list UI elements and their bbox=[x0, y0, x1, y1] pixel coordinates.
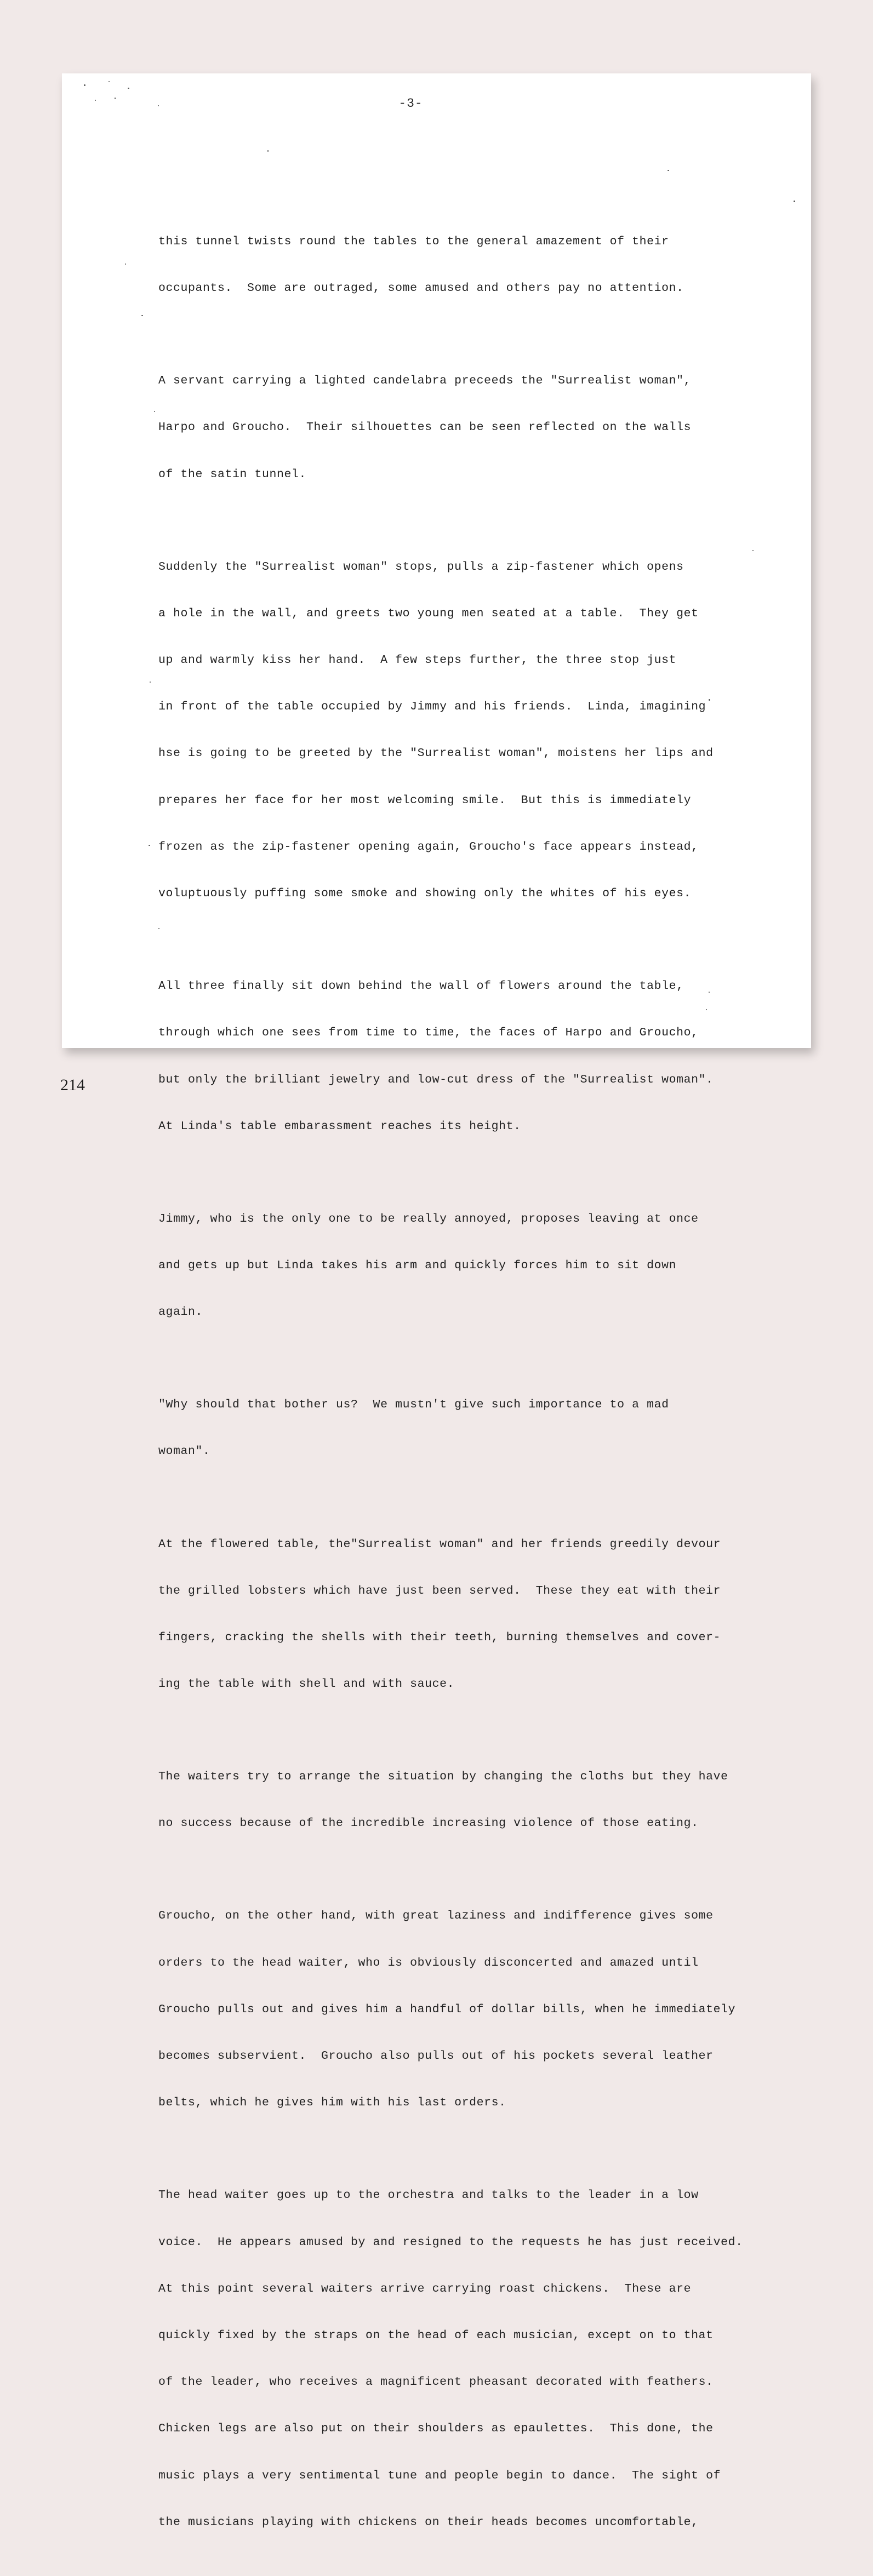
text-line: At the flowered table, the"Surrealist woman" and her friends greedily devour bbox=[158, 1537, 721, 1551]
text-line: this tunnel twists round the tables to the general amazement of their bbox=[158, 234, 669, 248]
paragraph bbox=[158, 1738, 783, 1862]
scan-speck bbox=[141, 315, 143, 316]
text-line: of the leader, who receives a magnificent pheasant decorated with feathers. bbox=[158, 2375, 714, 2389]
text-line: hse is going to be greeted by the "Surrealist woman", moistens her lips and bbox=[158, 747, 714, 760]
paragraph bbox=[158, 342, 783, 513]
paragraph bbox=[158, 947, 783, 1165]
text-line: in front of the table occupied by Jimmy and his friends. Linda, imagining bbox=[158, 700, 706, 714]
text-line: Jimmy, who is the only one to be really annoyed, proposes leaving at once bbox=[158, 1212, 699, 1226]
paragraph bbox=[158, 1366, 783, 1490]
text-line: fingers, cracking the shells with their teeth, burning themselves and cover- bbox=[158, 1630, 721, 1644]
scan-speck bbox=[667, 170, 669, 171]
text-line: becomes subservient. Groucho also pulls out of his pockets several leather bbox=[158, 2050, 714, 2063]
text-line: prepares her face for her most welcoming smile. But this is immediately bbox=[158, 793, 692, 807]
scan-speck bbox=[125, 264, 126, 265]
text-line: up and warmly kiss her hand. A few steps further, the three stop just bbox=[158, 653, 677, 667]
text-line: woman". bbox=[158, 1445, 210, 1458]
text-line: Chicken legs are also put on their shoulders as epaulettes. This done, the bbox=[158, 2422, 714, 2436]
text-line: of the satin tunnel. bbox=[158, 467, 307, 481]
text-line: Harpo and Groucho. Their silhouettes can be seen reflected on the walls bbox=[158, 421, 692, 434]
text-line: music plays a very sentimental tune and people begin to dance. The sight of bbox=[158, 2469, 721, 2482]
paragraph bbox=[158, 1505, 783, 1724]
text-line: quickly fixed by the straps on the head of each musician, except on to that bbox=[158, 2329, 714, 2342]
text-line: ing the table with shell and with sauce. bbox=[158, 1678, 455, 1691]
paragraph bbox=[158, 2157, 783, 2562]
scan-speck bbox=[109, 81, 110, 82]
text-line: belts, which he gives him with his last orders. bbox=[158, 2096, 506, 2110]
paragraph bbox=[158, 203, 783, 327]
text-line: and gets up but Linda takes his arm and quickly forces him to sit down bbox=[158, 1259, 677, 1272]
text-line: voluptuously puffing some smoke and showing only the whites of his eyes. bbox=[158, 887, 692, 901]
text-line: A servant carrying a lighted candelabra preceeds the "Surrealist woman", bbox=[158, 374, 692, 388]
text-line: Suddenly the "Surrealist woman" stops, pulls a zip-fastener which opens bbox=[158, 560, 684, 574]
text-line: voice. He appears amused by and resigned to the requests he has just received. bbox=[158, 2235, 743, 2249]
text-line: orders to the head waiter, who is obviously disconcerted and amazed until bbox=[158, 1956, 699, 1970]
text-line: The waiters try to arrange the situation by changing the cloths but they have bbox=[158, 1770, 728, 1784]
text-line: The head waiter goes up to the orchestra and talks to the leader in a low bbox=[158, 2189, 699, 2202]
scan-speck bbox=[149, 845, 150, 846]
scan-speck bbox=[150, 682, 151, 683]
paragraph bbox=[158, 528, 783, 933]
paragraph bbox=[158, 1877, 783, 2142]
text-line: At this point several waiters arrive carrying roast chickens. These are bbox=[158, 2282, 692, 2295]
text-line: the grilled lobsters which have just been served. These they eat with their bbox=[158, 1584, 721, 1598]
text-line: Groucho, on the other hand, with great laziness and indifference gives some bbox=[158, 1909, 714, 1923]
text-line: a hole in the wall, and greets two young men seated at a table. They get bbox=[158, 606, 699, 620]
text-line: At Linda's table embarassment reaches its height. bbox=[158, 1119, 521, 1133]
scan-speck bbox=[128, 88, 129, 89]
text-line: again. bbox=[158, 1306, 203, 1319]
scan-speck bbox=[267, 150, 269, 152]
paragraph bbox=[158, 1180, 783, 1351]
text-line: the musicians playing with chickens on their heads becomes uncomfortable, bbox=[158, 2515, 699, 2529]
scan-speck bbox=[84, 84, 85, 86]
scan-speck bbox=[154, 411, 155, 412]
text-line: "Why should that bother us? We mustn't give such importance to a mad bbox=[158, 1398, 669, 1412]
book-page-number: 214 bbox=[60, 1076, 85, 1094]
text-line: Groucho pulls out and gives him a handful of dollar bills, when he immediately bbox=[158, 2002, 736, 2016]
typescript-page-marker: -3- bbox=[398, 96, 423, 111]
text-line: occupants. Some are outraged, some amused and others pay no attention. bbox=[158, 282, 684, 295]
typescript-body bbox=[158, 203, 783, 2576]
text-line: frozen as the zip-fastener opening again, Groucho's face appears instead, bbox=[158, 840, 699, 854]
text-line: through which one sees from time to time, the faces of Harpo and Groucho, bbox=[158, 1026, 699, 1040]
text-line: All three finally sit down behind the wall of flowers around the table, bbox=[158, 980, 684, 993]
text-line: no success because of the incredible increasing violence of those eating. bbox=[158, 1817, 699, 1830]
scan-speck bbox=[794, 201, 795, 202]
text-line: but only the brilliant jewelry and low-cut dress of the "Surrealist woman". bbox=[158, 1073, 714, 1086]
